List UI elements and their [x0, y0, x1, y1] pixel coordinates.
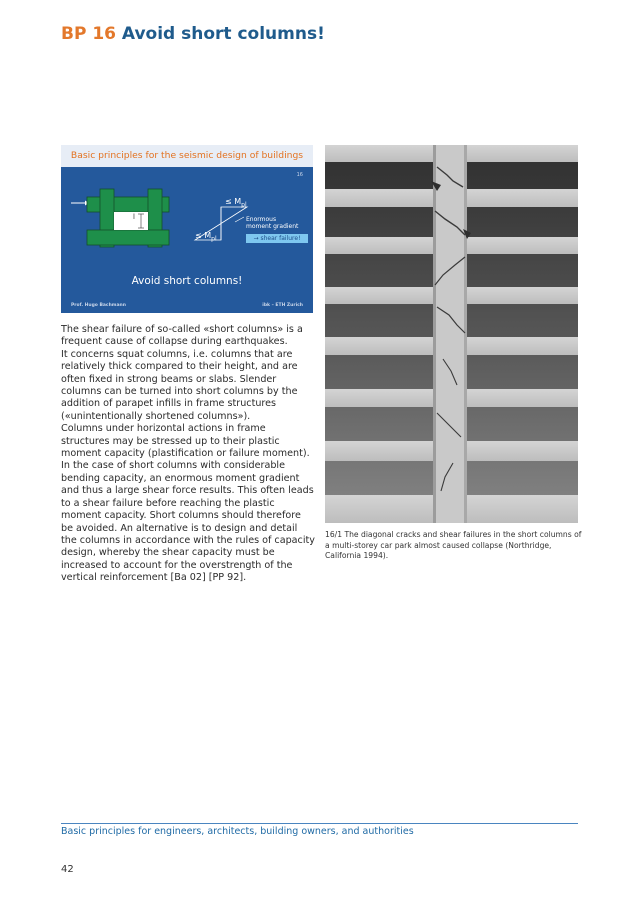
paragraph-1: The shear failure of so-called «short columns» is a frequent cause of collapse during earthquakes. [61, 324, 303, 348]
paragraph-2: It concerns squat columns, i.e. columns that are relatively thick compared to their height, and are often fixed in strong beams or slabs. Slender columns can be turned into short columns by the addition of parapet infills in frame structures («unintentionally shortened columns»). [61, 348, 298, 422]
mpl-bottom-label: ≤ $M_{pl}$ [195, 231, 217, 243]
footer-text: Basic principles for engineers, architects, building owners, and authorities [61, 826, 414, 837]
slide-footer-right: ibk – ETH Zurich [262, 303, 303, 308]
page-number: 42 [61, 864, 74, 875]
bp-label: BP 16 [61, 24, 116, 44]
short-column [433, 145, 467, 523]
car-park-photo [325, 145, 578, 523]
lecture-slide [61, 145, 313, 313]
lower-beam [87, 230, 169, 245]
annotation-leader [235, 217, 244, 222]
shear-failure-label: → shear failure! [246, 234, 308, 243]
slide-caption: Avoid short columns! [131, 275, 243, 287]
moment-annotation: Enormous moment gradient [246, 216, 299, 230]
slide-header: Basic principles for the seismic design of buildings [61, 145, 313, 167]
title-text: Avoid short columns! [121, 24, 325, 44]
footer-divider [61, 823, 578, 824]
column-opening [114, 212, 148, 230]
slide-number: 16 [296, 172, 303, 178]
page-title [61, 24, 325, 44]
mpl-top-label: ≤ $M_{pl}$ [225, 197, 247, 209]
l-label: l [133, 213, 135, 221]
paragraph-3: Columns under horizontal actions in frame structures may be stressed up to their plastic moment capacity (plastification or failure moment). In the case of short columns with considerable bending capacity, an enormous moment gradient and thus a large shear force results. This often leads to a shear failure before reaching the plastic moment capacity. Short columns should therefore be avoided. An alternative is to design and detail the columns in accordance with the rules of capacity design, whereby the shear capacity must be increased to account for the overstrength of the vertical reinforcement [Ba 02] [PP 92]. [61, 423, 315, 584]
slide-footer-left: Prof. Hugo Bachmann [71, 303, 126, 308]
body-text [61, 324, 315, 585]
figure-caption: 16/1 The diagonal cracks and shear failures in the short columns of a multi-storey car park almost caused collapse (Northridge, California 1994). [325, 530, 582, 560]
